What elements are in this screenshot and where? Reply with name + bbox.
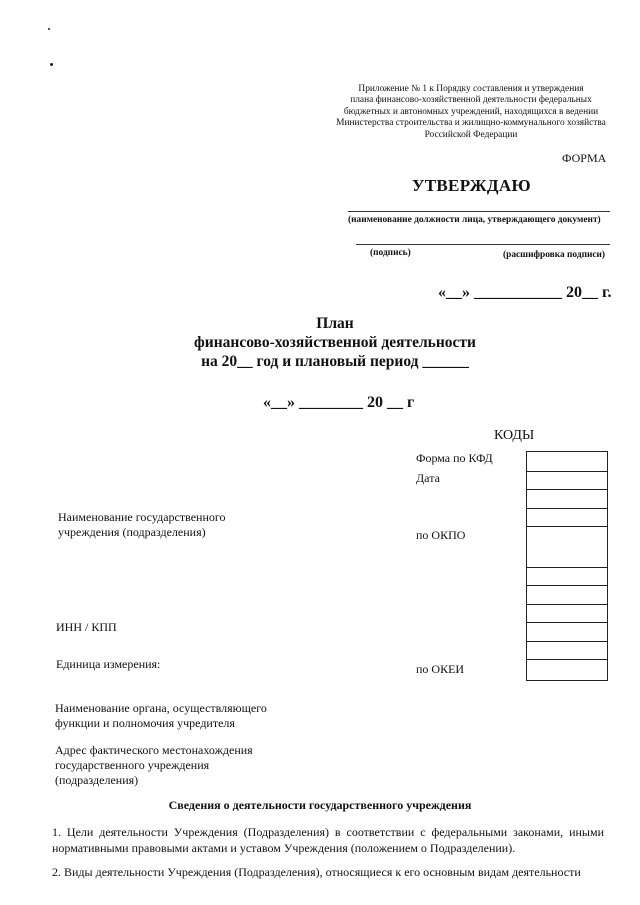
position-caption: (наименование должности лица, утверждающего документ) xyxy=(348,215,601,225)
codes-row-divider xyxy=(527,622,607,623)
date-label: Дата xyxy=(416,471,440,485)
signature-decoding-caption: (расшифровка подписи) xyxy=(503,250,606,260)
codes-row-divider xyxy=(527,585,607,586)
codes-row-divider xyxy=(527,567,607,568)
form-label: ФОРМА xyxy=(562,151,607,165)
annex-line: Министерства строительства и жилищно-коммунального хозяйства xyxy=(336,118,606,129)
codes-row-divider xyxy=(527,471,607,472)
section-item-2: 2. Виды деятельности Учреждения (Подразделения), относящиеся к его основным видам деятельности xyxy=(52,865,581,879)
approval-heading: УТВЕРЖДАЮ xyxy=(412,176,531,195)
okpo-label: по ОКПО xyxy=(416,528,466,542)
signature-line xyxy=(356,244,610,245)
annex-line: бюджетных и автономных учреждений, находящихся в ведении xyxy=(343,106,599,117)
section-item-1: 1. Цели деятельности Учреждения (Подразделения) в соответствии с федеральными законами, иными нормативными правовыми актами и уставом Учреждения (положением о Подразделении). xyxy=(52,825,604,855)
annex-line: плана финансово-хозяйственной деятельности федеральных xyxy=(350,95,592,106)
position-line xyxy=(348,211,610,212)
scan-speck xyxy=(48,28,50,30)
inn-kpp-label: ИНН / КПП xyxy=(56,620,117,634)
title-line: финансово-хозяйственной деятельности xyxy=(194,334,476,351)
signature-caption: (подпись) xyxy=(370,248,411,258)
annex-line: Российской Федерации xyxy=(424,129,518,140)
approval-date: «__» ___________ 20__ г. xyxy=(438,284,612,301)
codes-header: КОДЫ xyxy=(494,428,535,443)
annex-header xyxy=(330,84,612,141)
codes-row-divider xyxy=(527,526,607,527)
codes-row-divider xyxy=(527,489,607,490)
institution-name-label: Наименование государственного учреждения (подразделения) xyxy=(58,510,226,539)
document-title xyxy=(160,314,510,371)
form-kfd-label: Форма по КФД xyxy=(416,451,493,465)
plan-date: «__» ________ 20 __ г xyxy=(263,394,415,411)
codes-row-divider xyxy=(527,508,607,509)
codes-table xyxy=(526,451,608,681)
unit-label: Единица измерения: xyxy=(56,657,161,671)
scan-speck xyxy=(50,63,53,66)
founder-body-label: Наименование органа, осуществляющего функции и полномочия учредителя xyxy=(55,701,267,730)
okei-label: по ОКЕИ xyxy=(416,662,465,676)
title-line: План xyxy=(316,315,354,332)
section-title: Сведения о деятельности государственного учреждения xyxy=(168,798,472,812)
codes-row-divider xyxy=(527,604,607,605)
address-label: Адрес фактического местонахождения государственного учреждения (подразделения) xyxy=(55,743,253,787)
annex-line: Приложение № 1 к Порядку составления и утверждения xyxy=(358,84,584,94)
title-line: на 20__ год и плановый период ______ xyxy=(201,353,469,370)
codes-row-divider xyxy=(527,659,607,660)
codes-row-divider xyxy=(527,641,607,642)
